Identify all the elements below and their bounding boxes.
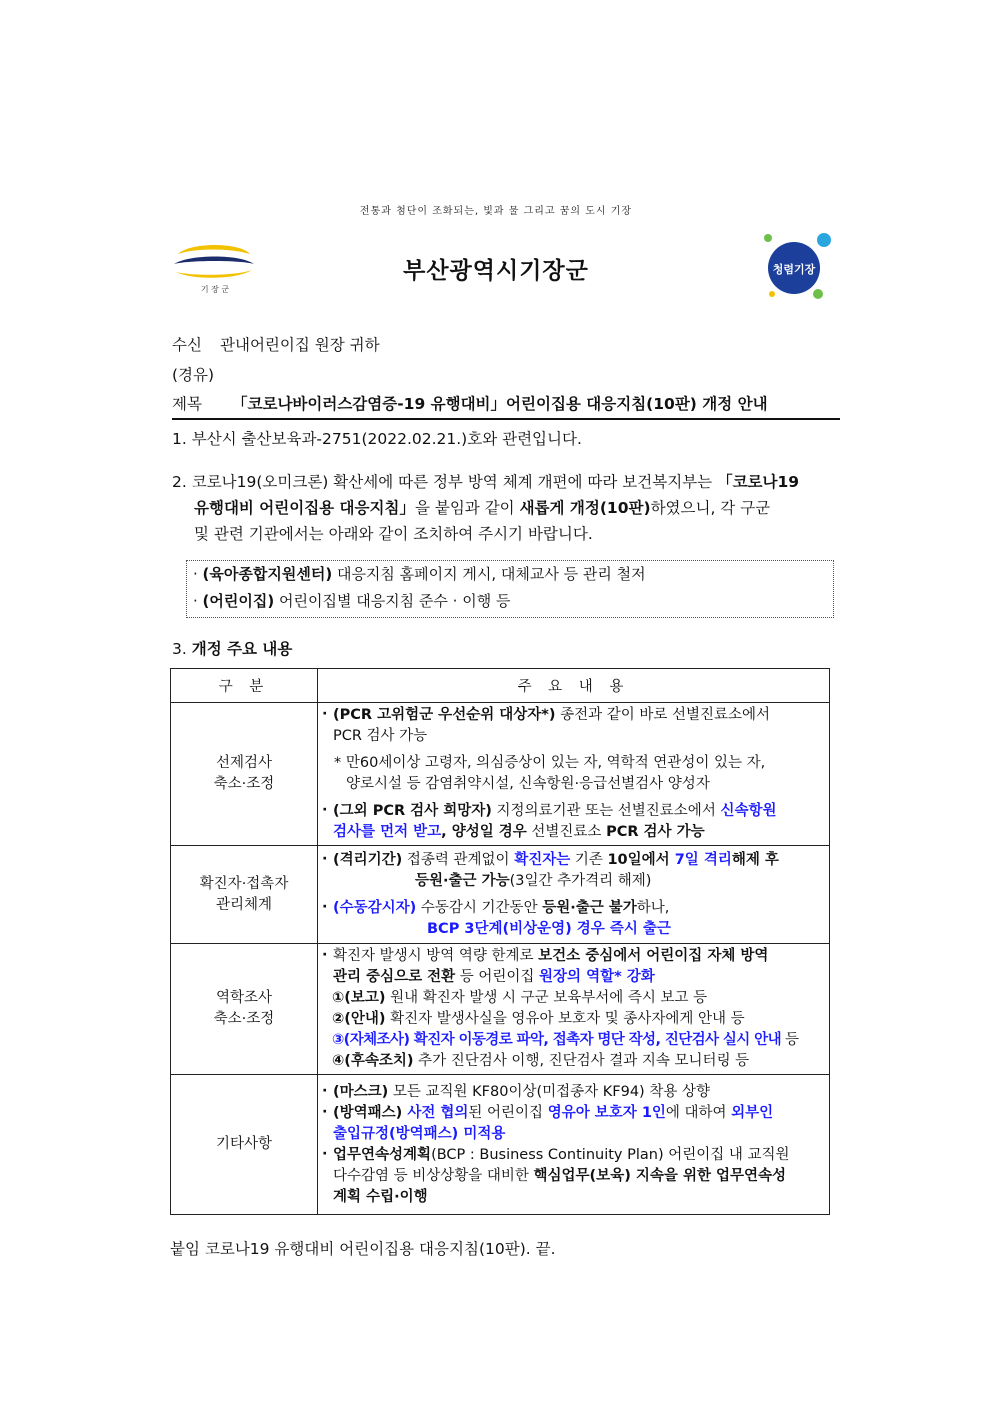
attachment-line: 붙임 코로나19 유행대비 어린이집용 대응지침(10판). 끝. bbox=[170, 1240, 556, 1258]
right-logo-text: 청렴기장 bbox=[772, 263, 816, 276]
org-name: 부산광역시기장군 bbox=[403, 258, 589, 284]
row-content: · (마스크) 모든 교직원 KF80이상(미접종자 KF94) 착용 상향 · (방역패스) 사전 협의된 어린이집 영유아 보호자 1인에 대하여 외부인 출입규정(방역패스) 미적용 · 업무연속성계획(BCP : Business Continuity Plan) 어린이집 내 교직원 다수감염 등 비상상황을 대비한 핵심업무(보육) 지속을 위한 업무연속성 계획 수립·이행 bbox=[318, 1075, 830, 1215]
left-logo-text: 기 장 군 bbox=[200, 285, 230, 294]
recipient-label: 수신 bbox=[172, 336, 202, 354]
paragraph-1: 1. 부산시 출산보육과-2751(2022.02.21.)호와 관련입니다. bbox=[172, 430, 582, 448]
via: (경유) bbox=[172, 366, 215, 384]
row-category: 확진자·접촉자 관리체계 bbox=[171, 846, 318, 944]
table-row bbox=[171, 944, 830, 1075]
recipient: 관내어린이집 원장 귀하 bbox=[220, 336, 380, 354]
table-row bbox=[171, 846, 830, 944]
row-content: · (PCR 고위험군 우선순위 대상자*) 종전과 같이 바로 선별진료소에서 PCR 검사 가능 * 만60세이상 고령자, 의심증상이 있는 자, 역학적 연관성이 있는 자, 양로시설 등 감염취약시설, 신속항원·응급선별검사 양성자 · (그외 PCR 검사 희망자) 지정의료기관 또는 선별진료소에서 신속항원 검사를 먼저 받고, 양성일 경우 선별진료소 PCR 검사 가능 bbox=[318, 703, 830, 846]
row-content: · (격리기간) 접종력 관계없이 확진자는 기존 10일에서 7일 격리해제 후 등원·출근 가능(3일간 추가격리 해제) · (수동감시자) 수동감시 기간동안 등원·출근 불가하나, BCP 3단계(비상운영) 경우 즉시 출근 bbox=[318, 846, 830, 944]
integrity-gijang-logo-icon bbox=[760, 228, 836, 304]
header-content: 주 요 내 용 bbox=[318, 669, 830, 703]
header-category: 구 분 bbox=[171, 669, 318, 703]
row-content: · 확진자 발생시 방역 역량 한계로 보건소 중심에서 어린이집 자체 방역 관리 중심으로 전환 등 어린이집 원장의 역할* 강화 ①(보고) 원내 확진자 발생 시 구군 보육부서에 즉시 보고 등 ②(안내) 확진자 발생사실을 영유아 보호자 및 종사자에게 안내 등 ③(자체조사) 확진자 이동경로 파악, 접촉자 명단 작성, 진단검사 실시 안내 등 ④(후속조치) 추가 진단검사 이행, 진단검사 결과 지속 모니터링 등 bbox=[318, 944, 830, 1075]
subject-row bbox=[172, 393, 840, 420]
row-category: 기타사항 bbox=[171, 1075, 318, 1215]
table-row bbox=[171, 703, 830, 846]
subject: 「코로나바이러스감염증-19 유행대비」어린이집용 대응지침(10판) 개정 안내 bbox=[232, 395, 768, 413]
subject-label: 제목 bbox=[172, 395, 202, 413]
action-box: · (육아종합지원센터) 대응지침 홈페이지 게시, 대체교사 등 관리 철저 · (어린이집) 어린이집별 대응지침 준수 · 이행 등 bbox=[186, 560, 834, 618]
recipient-line bbox=[172, 334, 380, 356]
revision-table bbox=[170, 668, 830, 1215]
row-category: 선제검사 축소·조정 bbox=[171, 703, 318, 846]
row-category: 역학조사 축소·조정 bbox=[171, 944, 318, 1075]
table-header-row bbox=[171, 669, 830, 703]
table-row bbox=[171, 1075, 830, 1215]
paragraph-2: 2. 코로나19(오미크론) 확산세에 따른 정부 방역 체계 개편에 따라 보건복지부는 「코로나19 유행대비 어린이집용 대응지침」을 붙임과 같이 새롭게 개정(10판)하였으니, 각 구군 및 관련 기관에서는 아래와 같이 조치하여 주시기 바랍니다. bbox=[172, 473, 800, 543]
paragraph-3: 3. 개정 주요 내용 bbox=[172, 640, 293, 658]
slogan: 전통과 첨단이 조화되는, 빛과 물 그리고 꿈의 도시 기장 bbox=[359, 206, 633, 217]
